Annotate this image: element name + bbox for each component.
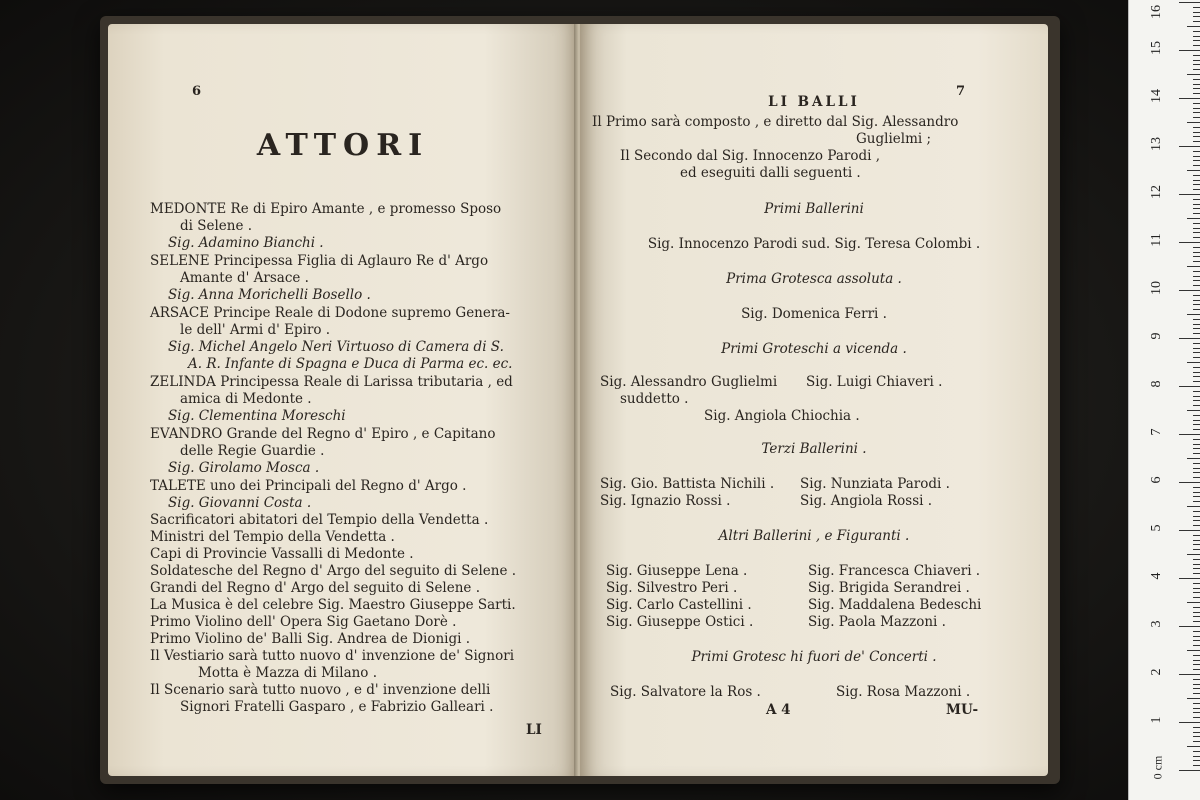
- section-heading: Primi Groteschi a vicenda .: [721, 341, 907, 357]
- dancer-name: Sig. Giuseppe Lena .: [606, 563, 748, 579]
- section-heading: Altri Ballerini , e Figuranti .: [718, 528, 910, 544]
- ruler-tick: [1187, 458, 1200, 459]
- ruler-tick: [1193, 280, 1200, 281]
- ruler-tick: [1193, 69, 1200, 70]
- ruler-tick: [1193, 583, 1200, 584]
- signature-mark: A 4: [766, 702, 791, 718]
- ruler-tick: [1193, 597, 1200, 598]
- ruler-tick: [1193, 496, 1200, 497]
- ruler-tick: [1193, 333, 1200, 334]
- ruler-number: 3: [1149, 620, 1164, 628]
- ruler-tick: [1193, 568, 1200, 569]
- ruler-tick: [1193, 525, 1200, 526]
- ruler-tick: [1193, 300, 1200, 301]
- cast-line: TALETE uno dei Principali del Regno d' Argo .: [150, 478, 467, 494]
- section-heading: Prima Grotesca assoluta .: [726, 271, 902, 287]
- cast-line: di Selene .: [180, 218, 253, 234]
- section-heading: Primi Ballerini: [764, 201, 864, 217]
- ruler-number: 1: [1149, 716, 1164, 724]
- ruler-tick: [1187, 218, 1200, 219]
- ruler-tick: [1193, 501, 1200, 502]
- ruler-tick: [1179, 194, 1200, 195]
- dancer-name: Sig. Angiola Rossi .: [800, 493, 933, 509]
- ruler-tick: [1193, 93, 1200, 94]
- right-page-heading: LI BALLI: [768, 94, 860, 110]
- ruler-tick: [1193, 304, 1200, 305]
- ruler-tick: [1193, 391, 1200, 392]
- ruler-tick: [1193, 712, 1200, 713]
- cast-line: Primo Violino dell' Opera Sig Gaetano Dorè .: [150, 614, 457, 630]
- cast-line: Il Scenario sarà tutto nuovo , e d' invenzione delli: [150, 682, 491, 698]
- ruler-tick: [1193, 12, 1200, 13]
- ruler-tick: [1193, 760, 1200, 761]
- ruler-tick: [1193, 669, 1200, 670]
- ruler-number: 6: [1149, 476, 1164, 484]
- ruler-tick: [1193, 708, 1200, 709]
- ruler-number: 14: [1149, 89, 1164, 103]
- ruler-tick: [1193, 256, 1200, 257]
- dancer-name: suddetto .: [620, 391, 689, 407]
- ruler-number: 12: [1149, 185, 1164, 199]
- ruler-tick: [1187, 650, 1200, 651]
- ruler-tick: [1193, 232, 1200, 233]
- ruler-tick: [1193, 472, 1200, 473]
- ruler-tick: [1193, 103, 1200, 104]
- cast-line: Signori Fratelli Gasparo , e Fabrizio Galleari .: [180, 699, 494, 715]
- ruler-number: 2: [1149, 668, 1164, 676]
- right-page: [580, 24, 1048, 776]
- ruler-number: 16: [1149, 5, 1164, 19]
- dancer-name: Sig. Ignazio Rossi .: [600, 493, 731, 509]
- ruler-tick: [1193, 160, 1200, 161]
- ruler-tick: [1193, 679, 1200, 680]
- section-heading: Terzi Ballerini .: [761, 441, 867, 457]
- ruler-tick: [1187, 698, 1200, 699]
- ruler-tick: [1193, 765, 1200, 766]
- ruler-tick: [1193, 31, 1200, 32]
- ruler-tick: [1193, 204, 1200, 205]
- ruler-tick: [1193, 492, 1200, 493]
- right-catchword: MU-: [946, 702, 979, 718]
- ruler-tick: [1193, 693, 1200, 694]
- ruler-tick: [1193, 276, 1200, 277]
- ruler-tick: [1193, 544, 1200, 545]
- ruler-tick: [1193, 607, 1200, 608]
- ruler-tick: [1193, 588, 1200, 589]
- ruler-tick: [1193, 40, 1200, 41]
- ruler-tick: [1193, 405, 1200, 406]
- ruler-tick: [1193, 640, 1200, 641]
- left-page-number: 6: [192, 84, 202, 99]
- intro-line: Il Secondo dal Sig. Innocenzo Parodi ,: [620, 148, 880, 164]
- ruler-tick: [1193, 621, 1200, 622]
- dancer-name: Sig. Alessandro Guglielmi: [600, 374, 778, 390]
- ruler-tick: [1179, 2, 1200, 3]
- ruler-tick: [1193, 79, 1200, 80]
- ruler-tick: [1193, 573, 1200, 574]
- ruler-tick: [1193, 549, 1200, 550]
- ruler-tick: [1193, 732, 1200, 733]
- ruler-number: 8: [1149, 380, 1164, 388]
- ruler-tick: [1193, 756, 1200, 757]
- dancer-name: Sig. Silvestro Peri .: [606, 580, 738, 596]
- dancer-name: Sig. Luigi Chiaveri .: [806, 374, 943, 390]
- dancer-names: Sig. Innocenzo Parodi sud. Sig. Teresa Colombi .: [647, 236, 981, 252]
- ruler-tick: [1179, 674, 1200, 675]
- ruler-tick: [1187, 314, 1200, 315]
- ruler-tick: [1193, 141, 1200, 142]
- ruler-tick: [1193, 420, 1200, 421]
- ruler-tick: [1193, 132, 1200, 133]
- ruler-tick: [1193, 55, 1200, 56]
- ruler-number: 5: [1149, 524, 1164, 532]
- dancer-name: Sig. Rosa Mazzoni .: [836, 684, 971, 700]
- ruler-tick: [1179, 386, 1200, 387]
- ruler-tick: [1193, 16, 1200, 17]
- dancer-name: Sig. Carlo Castellini .: [606, 597, 752, 613]
- cast-line: Capi di Provincie Vassalli di Medonte .: [150, 546, 414, 562]
- cast-line: Soldatesche del Regno d' Argo del seguito di Selene .: [150, 563, 517, 579]
- cast-line: La Musica è del celebre Sig. Maestro Giuseppe Sarti.: [150, 597, 516, 613]
- ruler-tick: [1193, 45, 1200, 46]
- cast-line: ZELINDA Principessa Reale di Larissa tributaria , ed: [150, 374, 513, 390]
- ruler-tick: [1193, 84, 1200, 85]
- ruler-tick: [1187, 506, 1200, 507]
- ruler-tick: [1193, 453, 1200, 454]
- ruler-tick: [1193, 252, 1200, 253]
- ruler-tick: [1193, 208, 1200, 209]
- dancer-name: Sig. Maddalena Bedeschi: [808, 597, 982, 613]
- ruler-tick: [1179, 242, 1200, 243]
- ruler-tick: [1193, 717, 1200, 718]
- ruler-tick: [1193, 117, 1200, 118]
- cast-line: Sacrificatori abitatori del Tempio della Vendetta .: [150, 512, 489, 528]
- cast-line: delle Regie Guardie .: [180, 443, 325, 459]
- ruler-tick: [1193, 36, 1200, 37]
- ruler-tick: [1193, 64, 1200, 65]
- ruler-tick: [1193, 664, 1200, 665]
- ruler-tick: [1193, 127, 1200, 128]
- intro-line: ed eseguiti dalli seguenti .: [680, 165, 861, 181]
- ruler-tick: [1193, 616, 1200, 617]
- ruler-tick: [1187, 170, 1200, 171]
- singer-line: Sig. Giovanni Costa .: [168, 495, 312, 511]
- cast-line: EVANDRO Grande del Regno d' Epiro , e Capitano: [150, 426, 496, 442]
- ruler-number: 13: [1149, 137, 1164, 151]
- ruler-tick: [1193, 688, 1200, 689]
- ruler-tick: [1193, 184, 1200, 185]
- cast-line: Amante d' Arsace .: [180, 270, 309, 286]
- ruler-tick: [1187, 362, 1200, 363]
- ruler-tick: [1179, 50, 1200, 51]
- ruler-tick: [1179, 98, 1200, 99]
- ruler-tick: [1193, 736, 1200, 737]
- ruler-tick: [1193, 751, 1200, 752]
- dancer-name: Sig. Brigida Serandrei .: [808, 580, 970, 596]
- ruler-tick: [1193, 223, 1200, 224]
- ruler-tick: [1193, 295, 1200, 296]
- ruler-number: 9: [1149, 332, 1164, 340]
- left-catchword: LI: [526, 722, 542, 738]
- ruler-tick: [1193, 199, 1200, 200]
- ruler-tick: [1193, 261, 1200, 262]
- ruler-number: 7: [1149, 428, 1164, 436]
- ruler-tick: [1193, 727, 1200, 728]
- ruler-tick: [1193, 741, 1200, 742]
- ruler-tick: [1193, 564, 1200, 565]
- ruler-tick: [1193, 511, 1200, 512]
- right-page-number: 7: [956, 84, 966, 99]
- ruler-tick: [1193, 21, 1200, 22]
- singer-line: Sig. Michel Angelo Neri Virtuoso di Camera di S.: [168, 339, 504, 355]
- dancer-names: Sig. Domenica Ferri .: [741, 306, 887, 322]
- ruler-tick: [1193, 213, 1200, 214]
- ruler-tick: [1193, 271, 1200, 272]
- ruler-tick: [1179, 482, 1200, 483]
- ruler-tick: [1193, 516, 1200, 517]
- ruler-tick: [1193, 424, 1200, 425]
- ruler-tick: [1179, 530, 1200, 531]
- ruler-tick: [1193, 535, 1200, 536]
- ruler-number: 10: [1149, 281, 1164, 295]
- singer-line: A. R. Infante di Spagna e Duca di Parma ec. ec.: [188, 356, 513, 372]
- dancer-name: Sig. Salvatore la Ros .: [610, 684, 761, 700]
- ruler-tick: [1193, 357, 1200, 358]
- singer-line: Sig. Clementina Moreschi: [168, 408, 346, 424]
- ruler-tick: [1193, 151, 1200, 152]
- ruler-tick: [1193, 540, 1200, 541]
- cast-line: Motta è Mazza di Milano .: [198, 665, 378, 681]
- ruler-tick: [1193, 60, 1200, 61]
- ruler-tick: [1193, 645, 1200, 646]
- ruler-tick: [1193, 324, 1200, 325]
- dancer-name: Sig. Paola Mazzoni .: [808, 614, 946, 630]
- ruler-tick: [1193, 7, 1200, 8]
- ruler-tick: [1193, 156, 1200, 157]
- ruler-number: 15: [1149, 41, 1164, 55]
- ruler-tick: [1193, 228, 1200, 229]
- cast-line: ARSACE Principe Reale di Dodone supremo Genera-: [150, 305, 510, 321]
- ruler-tick: [1193, 520, 1200, 521]
- ruler-tick: [1187, 266, 1200, 267]
- ruler-tick: [1193, 703, 1200, 704]
- ruler-tick: [1187, 26, 1200, 27]
- measurement-ruler: [1128, 0, 1200, 800]
- ruler-tick: [1179, 626, 1200, 627]
- ruler-tick: [1193, 237, 1200, 238]
- ruler-tick: [1179, 434, 1200, 435]
- ruler-tick: [1193, 468, 1200, 469]
- ruler-tick: [1193, 328, 1200, 329]
- left-page: [108, 24, 578, 776]
- ruler-tick: [1187, 554, 1200, 555]
- ruler-tick: [1193, 376, 1200, 377]
- ruler-tick: [1193, 88, 1200, 89]
- ruler-tick: [1193, 415, 1200, 416]
- ruler-tick: [1179, 578, 1200, 579]
- ruler-unit-label: 0 cm: [1150, 755, 1165, 780]
- ruler-tick: [1193, 463, 1200, 464]
- ruler-tick: [1193, 660, 1200, 661]
- ruler-tick: [1193, 285, 1200, 286]
- ruler-tick: [1193, 655, 1200, 656]
- left-page-heading: ATTORI: [256, 128, 430, 163]
- ruler-tick: [1193, 612, 1200, 613]
- ruler-tick: [1179, 770, 1200, 771]
- cast-line: Il Vestiario sarà tutto nuovo d' invenzione de' Signori: [150, 648, 515, 664]
- ruler-tick: [1193, 636, 1200, 637]
- ruler-tick: [1193, 136, 1200, 137]
- ruler-tick: [1179, 338, 1200, 339]
- ruler-tick: [1193, 448, 1200, 449]
- cast-line: le dell' Armi d' Epiro .: [180, 322, 331, 338]
- ruler-tick: [1179, 290, 1200, 291]
- ruler-tick: [1193, 165, 1200, 166]
- ruler-number: 4: [1149, 572, 1164, 580]
- ruler-number: 11: [1149, 233, 1164, 247]
- section-heading: Primi Grotesc hi fuori de' Concerti .: [691, 649, 937, 665]
- dancer-name: Sig. Francesca Chiaveri .: [808, 563, 981, 579]
- ruler-tick: [1187, 410, 1200, 411]
- ruler-tick: [1193, 247, 1200, 248]
- ruler-tick: [1193, 372, 1200, 373]
- ruler-tick: [1193, 343, 1200, 344]
- ruler-tick: [1193, 631, 1200, 632]
- ruler-tick: [1193, 180, 1200, 181]
- dancer-name: Sig. Giuseppe Ostici .: [606, 614, 754, 630]
- ruler-tick: [1187, 122, 1200, 123]
- singer-line: Sig. Adamino Bianchi .: [168, 235, 324, 251]
- ruler-tick: [1193, 439, 1200, 440]
- ruler-tick: [1193, 175, 1200, 176]
- dancer-name: Sig. Angiola Chiochia .: [704, 408, 860, 424]
- ruler-tick: [1193, 396, 1200, 397]
- intro-line: Il Primo sarà composto , e diretto dal Sig. Alessandro: [592, 114, 959, 130]
- ruler-tick: [1193, 684, 1200, 685]
- singer-line: Sig. Anna Morichelli Bosello .: [168, 287, 371, 303]
- ruler-tick: [1193, 189, 1200, 190]
- ruler-tick: [1193, 381, 1200, 382]
- ruler-tick: [1193, 108, 1200, 109]
- intro-line: Guglielmi ;: [856, 131, 932, 147]
- cast-line: amica di Medonte .: [180, 391, 312, 407]
- ruler-tick: [1187, 74, 1200, 75]
- ruler-tick: [1193, 559, 1200, 560]
- dancer-name: Sig. Nunziata Parodi .: [800, 476, 950, 492]
- ruler-tick: [1193, 112, 1200, 113]
- cast-line: MEDONTE Re di Epiro Amante , e promesso Sposo: [150, 201, 502, 217]
- ruler-tick: [1187, 746, 1200, 747]
- dancer-name: Sig. Gio. Battista Nichili .: [600, 476, 775, 492]
- singer-line: Sig. Girolamo Mosca .: [168, 460, 320, 476]
- cast-line: Ministri del Tempio della Vendetta .: [150, 529, 395, 545]
- ruler-tick: [1179, 146, 1200, 147]
- ruler-tick: [1193, 429, 1200, 430]
- ruler-tick: [1193, 487, 1200, 488]
- ruler-tick: [1193, 309, 1200, 310]
- ruler-tick: [1187, 602, 1200, 603]
- ruler-tick: [1193, 352, 1200, 353]
- ruler-tick: [1193, 367, 1200, 368]
- ruler-tick: [1179, 722, 1200, 723]
- ruler-tick: [1193, 592, 1200, 593]
- ruler-tick: [1193, 477, 1200, 478]
- cast-line: SELENE Principessa Figlia di Aglauro Re d' Argo: [150, 253, 489, 269]
- cast-line: Primo Violino de' Balli Sig. Andrea de Dionigi .: [150, 631, 471, 647]
- ruler-tick: [1193, 319, 1200, 320]
- cast-line: Grandi del Regno d' Argo del seguito di Selene .: [150, 580, 481, 596]
- ruler-tick: [1193, 348, 1200, 349]
- ruler-tick: [1193, 444, 1200, 445]
- ruler-tick: [1193, 400, 1200, 401]
